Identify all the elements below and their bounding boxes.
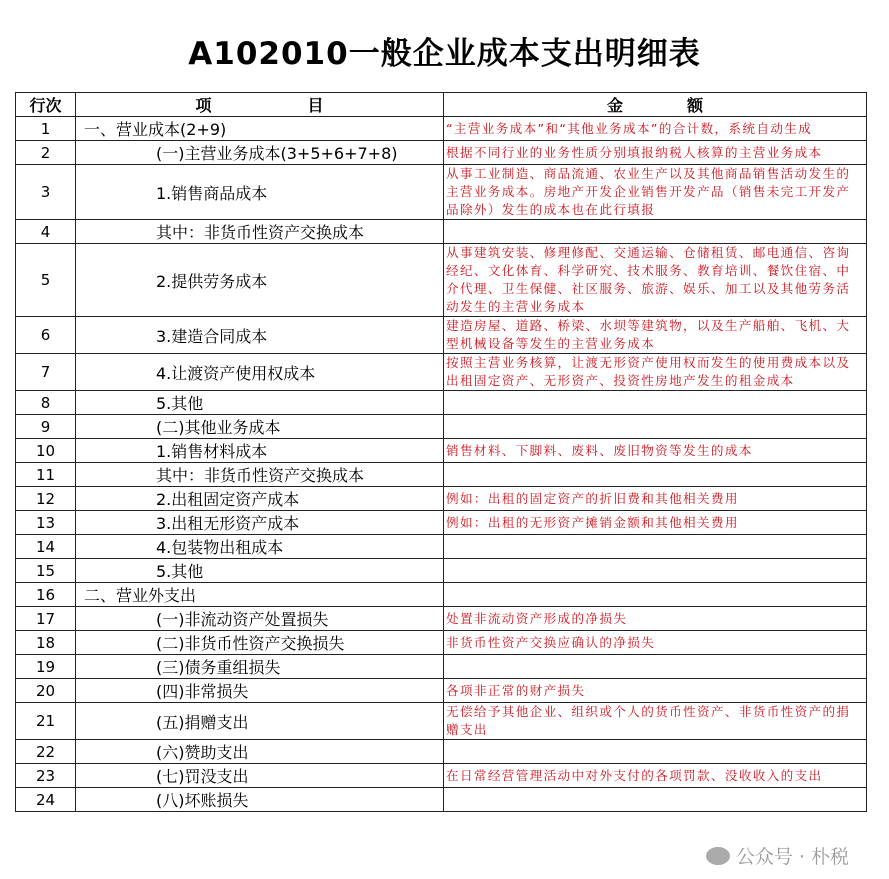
row-number: 22 [16,740,76,764]
table-row [16,607,867,631]
row-amount-note: 销售材料、下脚料、废料、废旧物资等发生的成本 [444,439,867,463]
table-row [16,487,867,511]
table-row [16,354,867,391]
table-row [16,631,867,655]
row-amount-note: 建造房屋、道路、桥梁、水坝等建筑物，以及生产船舶、飞机、大型机械设备等发生的主营业务成本 [444,317,867,354]
row-item: (七)罚没支出 [76,764,444,788]
row-amount-note: 按照主营业务核算，让渡无形资产使用权而发生的使用费成本以及出租固定资产、无形资产、投资性房地产发生的租金成本 [444,354,867,391]
row-item: (二)其他业务成本 [76,415,444,439]
row-item: 4.包装物出租成本 [76,535,444,559]
row-number: 14 [16,535,76,559]
row-number: 6 [16,317,76,354]
table-row [16,788,867,812]
row-item: 4.让渡资产使用权成本 [76,354,444,391]
table-row [16,117,867,141]
table-row [16,391,867,415]
row-amount-note: 例如：出租的固定资产的折旧费和其他相关费用 [444,487,867,511]
row-item: 2.提供劳务成本 [76,244,444,317]
row-amount-note: 无偿给予其他企业、组织或个人的货币性资产、非货币性资产的捐赠支出 [444,703,867,740]
row-amount-note [444,415,867,439]
row-item: 5.其他 [76,559,444,583]
row-amount-note [444,463,867,487]
row-amount-note [444,559,867,583]
row-number: 5 [16,244,76,317]
row-item: 1.销售材料成本 [76,439,444,463]
table-header-row [16,93,867,117]
table-row [16,141,867,165]
page-title: A102010一般企业成本支出明细表 [188,36,701,72]
table-row [16,740,867,764]
row-item: (一)非流动资产处置损失 [76,607,444,631]
row-item: 二、营业外支出 [76,583,444,607]
table-row [16,655,867,679]
row-number: 11 [16,463,76,487]
row-amount-note: 非货币性资产交换应确认的净损失 [444,631,867,655]
row-item: (二)非货币性资产交换损失 [76,631,444,655]
row-amount-note [444,788,867,812]
row-number: 2 [16,141,76,165]
row-item: (五)捐赠支出 [76,703,444,740]
row-number: 12 [16,487,76,511]
row-item: 2.出租固定资产成本 [76,487,444,511]
row-number: 4 [16,220,76,244]
row-number: 10 [16,439,76,463]
table-row [16,583,867,607]
row-item: (四)非常损失 [76,679,444,703]
row-number: 7 [16,354,76,391]
table-row [16,439,867,463]
row-number: 21 [16,703,76,740]
table-row [16,535,867,559]
row-item: 3.建造合同成本 [76,317,444,354]
row-amount-note: 从事工业制造、商品流通、农业生产以及其他商品销售活动发生的主营业务成本。房地产开发企业销售开发产品（销售未完工开发产品除外）发生的成本也在此行填报 [444,165,867,220]
table-row [16,244,867,317]
row-amount-note [444,391,867,415]
row-item: (六)赞助支出 [76,740,444,764]
row-item: 其中：非货币性资产交换成本 [76,463,444,487]
table-row [16,317,867,354]
header-item: 项 目 [76,93,444,117]
row-item: 1.销售商品成本 [76,165,444,220]
row-amount-note: 各项非正常的财产损失 [444,679,867,703]
table-row [16,679,867,703]
row-number: 23 [16,764,76,788]
row-amount-note: 根据不同行业的业务性质分别填报纳税人核算的主营业务成本 [444,141,867,165]
row-item: 3.出租无形资产成本 [76,511,444,535]
row-item: (八)坏账损失 [76,788,444,812]
cost-detail-table [15,92,867,812]
row-amount-note: 例如：出租的无形资产摊销金额和其他相关费用 [444,511,867,535]
row-number: 24 [16,788,76,812]
row-item: (一)主营业务成本(3+5+6+7+8) [76,141,444,165]
row-item: 其中：非货币性资产交换成本 [76,220,444,244]
header-row-no: 行次 [16,93,76,117]
table-row [16,165,867,220]
table-row [16,511,867,535]
row-number: 16 [16,583,76,607]
row-item: 5.其他 [76,391,444,415]
row-amount-note: 在日常经营管理活动中对外支付的各项罚款、没收收入的支出 [444,764,867,788]
table-row [16,415,867,439]
row-number: 13 [16,511,76,535]
wechat-icon [706,847,730,865]
row-amount-note: “主营业务成本”和“其他业务成本”的合计数，系统自动生成 [444,117,867,141]
row-number: 18 [16,631,76,655]
row-number: 8 [16,391,76,415]
row-amount-note [444,583,867,607]
row-item: (三)债务重组损失 [76,655,444,679]
table-row [16,559,867,583]
row-amount-note [444,740,867,764]
row-amount-note: 处置非流动资产形成的净损失 [444,607,867,631]
row-item: 一、营业成本(2+9) [76,117,444,141]
row-amount-note [444,220,867,244]
table-row [16,764,867,788]
row-number: 9 [16,415,76,439]
table-row [16,703,867,740]
row-amount-note: 从事建筑安装、修理修配、交通运输、仓储租赁、邮电通信、咨询经纪、文化体育、科学研究、技术服务、教育培训、餐饮住宿、中介代理、卫生保健、社区服务、旅游、娱乐、加工以及其他劳务活动发生的主营业务成本 [444,244,867,317]
table-row [16,220,867,244]
watermark [706,842,849,869]
table-row [16,463,867,487]
row-amount-note [444,655,867,679]
row-number: 15 [16,559,76,583]
row-number: 1 [16,117,76,141]
row-amount-note [444,535,867,559]
row-number: 17 [16,607,76,631]
header-amount: 金 额 [444,93,867,117]
watermark-text: 公众号 · 朴税 [735,846,849,868]
row-number: 19 [16,655,76,679]
row-number: 20 [16,679,76,703]
row-number: 3 [16,165,76,220]
